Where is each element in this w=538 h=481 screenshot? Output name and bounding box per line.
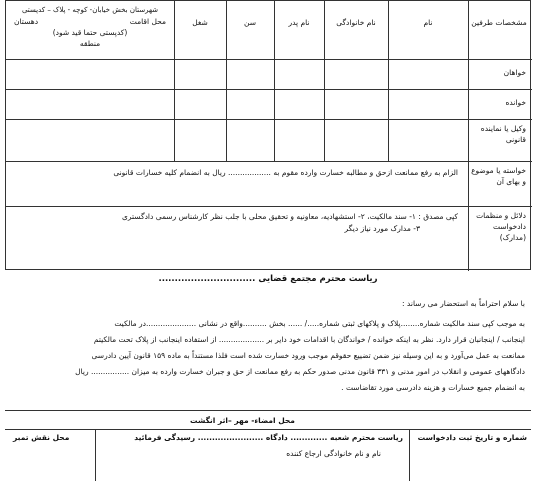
body-line-6: به انضمام جمیع خسارات و هزینه دادرسی مورد تقاضاست . [341, 383, 525, 392]
evidence-line2: ۳- مدارک مورد نیاز دیگر [344, 224, 420, 233]
body-line-1: با سلام احتراماً به استحضار می رساند : [402, 299, 525, 308]
col-address-1: شهرستان بخش خیابان- کوچه - پلاک – کدپستی [21, 6, 159, 14]
row-defendant: خوانده [505, 98, 526, 107]
col-address-3: دهستان [14, 17, 39, 26]
body-line-4: ممانعت به عمل می‌آورد و به این وسیله نیز ضمن تضییع حقوقم موجب ورود خسارت شده است فلذا مستنداً به ماده ۱۵۹ قانون آیین دادرسی [91, 351, 525, 360]
col-address-4: (کدپستی حتما قید شود) [52, 28, 128, 37]
body-line-5: دادگاههای عمومی و انقلاب در امور مدنی و ۳۳۱ قانون مدنی صدور حکم به رفع ممانعت از حق و جبران خسارت وارده به میزان ................ ریال [75, 367, 525, 376]
col-name: نام [423, 18, 433, 27]
col-address-label: محل اقامت [129, 17, 166, 26]
row-lawyer: وکیل یا نماینده قانونی [480, 124, 526, 144]
registration-number: شماره و تاریخ ثبت دادخواست [417, 433, 527, 442]
claim-label: خواسته یا موضوع و بهای آن [471, 166, 526, 186]
parties-table [5, 0, 531, 270]
col-father: نام پدر [288, 18, 310, 27]
court-referral: ریاست محترم شعبه ............. دادگاه ....................... رسیدگی فرمائید [134, 433, 403, 442]
col-parties: مشخصات طرفین [471, 18, 527, 27]
sign-place: محل امضاء- مهر –اثر انگشت [190, 416, 295, 425]
col-family: نام خانوادگی [336, 18, 376, 27]
stamp-place: محل نقش تمبر [13, 433, 70, 442]
col-age: سن [244, 18, 256, 27]
col-address [8, 5, 172, 49]
body-line-2: به موجب کپی سند مالکیت شماره........پلاک و پلاکهای ثبتی شماره...../ ...... بخش ..........واقع در نشانی .....................در مالکیت [114, 319, 525, 328]
col-address-5: منطقه [79, 39, 101, 48]
claim-text: الزام به رفع ممانعت ازحق و مطالبه خسارت وارده مقوم به .................. ریال به انضمام کلیه خسارات قانونی [113, 168, 458, 177]
evidence-line1: کپی مصدق : ۱- سند مالکیت، ۲- استشهادیه، معاونیه و تحقیق محلی با جلب نظر کارشناس رسمی دادگستری [122, 212, 458, 221]
court-title: ریاست محترم مجتمع قضایی .............................. [158, 274, 378, 284]
col-job: شغل [192, 18, 208, 27]
row-plaintiff: خواهان [503, 68, 526, 77]
footer-section [5, 410, 531, 481]
evidence-label: دلائل و منظمات دادخواست (مدارک) [476, 211, 526, 242]
referrer-name: نام و نام خانوادگی ارجاع کننده [286, 449, 381, 458]
body-line-3: اینجانب / اینجانبان قرار دارد. نظر به اینکه خوانده / خواندگان با اقدامات خود دایر بر ................... از استفاده اینجانب از پلاک تحت مالکیتم [93, 335, 525, 344]
petition-form [5, 0, 531, 480]
